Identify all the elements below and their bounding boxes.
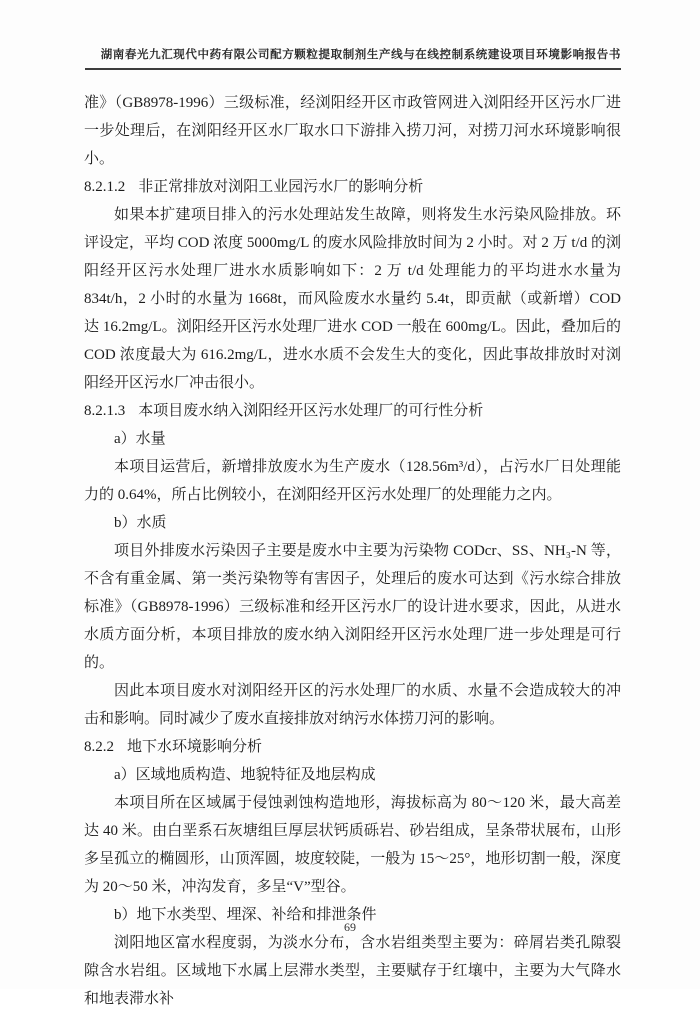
subheading-water-quality: b）水质: [114, 515, 167, 531]
header-title: 湖南春光九汇现代中药有限公司配方颗粒提取制剂生产线与在线控制系统建设项目环境影响报告书: [100, 49, 621, 61]
subheading-water-quantity: a）水量: [114, 431, 166, 447]
heading-title: 非正常排放对浏阳工业园污水厂的影响分析: [138, 179, 424, 195]
paragraph-abnormal-discharge-impact: 如果本扩建项目排入的污水处理站发生故障，则将发生水污染风险排放。环评设定，平均 COD 浓度 5000mg/L 的废水风险排放时间为 2 小时。对 2 万 t/d 的浏阳经开区污水处理厂进水水质影响如下：2 万 t/d 处理能力的平均进水水量为 834t/h，2 小时的水量为 1668t，而风险废水水量约 5.4t，即贡献（或新增）COD 达 16.2mg/L。浏阳经开区污水处理厂进水 COD 一般在 600mg/L。因此，叠加后的 COD 浓度最大为 616.2mg/L，进水水质不会发生大的变化，因此事故排放时对浏阳经开区污水厂冲击很小。: [84, 207, 621, 391]
paragraph-groundwater-type: 浏阳地区富水程度弱，为淡水分布，含水岩组类型主要为：碎屑岩类孔隙裂隙含水岩组。区域地下水属上层滞水类型，主要赋存于红壤中，主要为大气降水和地表滞水补: [84, 935, 621, 1007]
heading-title: 地下水环境影响分析: [127, 739, 263, 755]
subheading-groundwater-type: b）地下水类型、埋深、补给和排泄条件: [114, 907, 377, 923]
heading-number: 8.2.1.2: [84, 179, 126, 195]
heading-number: 8.2.2: [84, 739, 114, 755]
header-rule: [85, 68, 621, 70]
page-header: [85, 46, 621, 70]
page-number: 69: [344, 920, 356, 934]
paragraph-regional-geology: 本项目所在区域属于侵蚀剥蚀构造地形，海拔标高为 80～120 米，最大高差达 40 米。由白垩系石灰塘组巨厚层状钙质砾岩、砂岩组成，呈条带状展布，山形多呈孤立的椭圆形，山顶浑圆，坡度较陡，一般为 15～25°，地形切割一般，深度为 20～50 米，冲沟发育，多呈“V”型谷。: [84, 795, 621, 895]
document-body: [84, 89, 621, 1013]
heading-8-2-2: [84, 733, 621, 761]
subheading-regional-geology: a）区域地质构造、地貌特征及地层构成: [114, 767, 376, 783]
heading-8-2-1-3: [84, 397, 621, 425]
heading-number: 8.2.1.3: [84, 403, 126, 419]
heading-title: 本项目废水纳入浏阳经开区污水处理厂的可行性分析: [138, 403, 484, 419]
paragraph-water-quality: 项目外排废水污染因子主要是废水中主要为污染物 CODcr、SS、NH₃-N 等，不含有重金属、第一类污染物等有害因子，处理后的废水可达到《污水综合排放标准》（GB8978-1996）三级标准和经开区污水厂的设计进水要求，因此，从进水水质方面分析，本项目排放的废水纳入浏阳经开区污水处理厂进一步处理是可行的。: [84, 543, 621, 671]
paragraph-water-quantity: 本项目运营后，新增排放废水为生产废水（128.56m³/d），占污水厂日处理能力的 0.64%，所占比例较小，在浏阳经开区污水处理厂的处理能力之内。: [84, 459, 621, 503]
paragraph-wastewater-conclusion: 因此本项目废水对浏阳经开区的污水处理厂的水质、水量不会造成较大的冲击和影响。同时减少了废水直接排放对纳污水体捞刀河的影响。: [84, 683, 621, 727]
heading-8-2-1-2: [84, 173, 621, 201]
paragraph-standards-continuation: 准》（GB8978-1996）三级标准，经浏阳经开区市政管网进入浏阳经开区污水厂进一步处理后，在浏阳经开区水厂取水口下游排入捞刀河，对捞刀河水环境影响很小。: [84, 95, 621, 167]
page-footer: [0, 920, 700, 935]
